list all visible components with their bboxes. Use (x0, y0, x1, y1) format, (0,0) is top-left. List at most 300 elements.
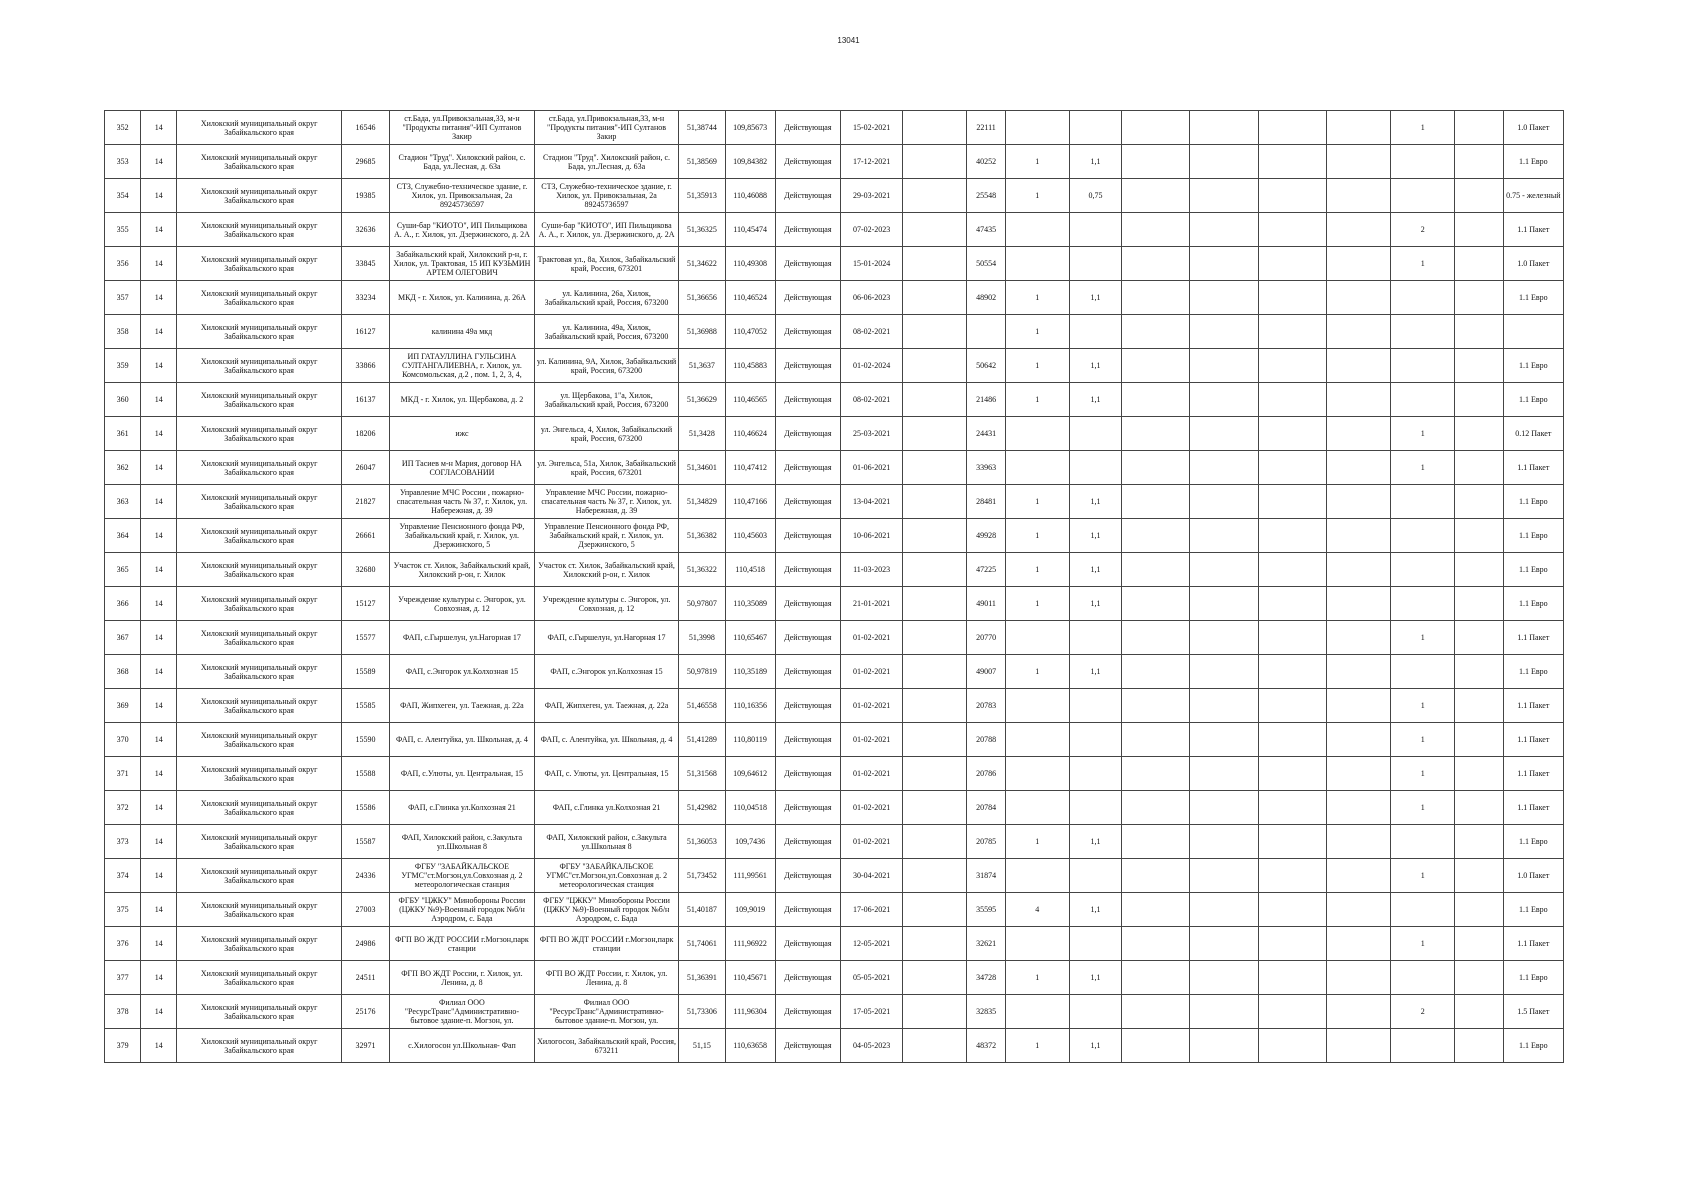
cell-address (534, 893, 679, 927)
cell-text: 15586 (355, 803, 376, 812)
cell-text: Действующая (784, 531, 832, 540)
cell-date (840, 961, 902, 995)
cell-text: Действующая (784, 1007, 832, 1016)
cell-text: 1 (1420, 123, 1425, 132)
cell-text: ФАП, Хилокский район, с.Закульта ул.Школьная 8 (546, 832, 667, 851)
cell-text: 359 (116, 361, 129, 370)
cell-address (534, 689, 679, 723)
cell-text: Действующая (784, 259, 832, 268)
cell-text: 355 (116, 225, 129, 234)
cell-address (534, 825, 679, 859)
cell-longitude (725, 281, 775, 315)
cell-longitude (725, 689, 775, 723)
cell-container-volume (1069, 859, 1121, 893)
cell-text: 47435 (976, 225, 997, 234)
cell-text: Действующая (784, 565, 832, 574)
cell-container-site-id (967, 825, 1005, 859)
cell-date (840, 179, 902, 213)
cell-date (840, 451, 902, 485)
cell-empty-col-6 (1455, 723, 1503, 757)
cell-empty-col-6 (1455, 553, 1503, 587)
cell-text: 1,1 (1090, 531, 1101, 540)
cell-collection-type (1503, 451, 1563, 485)
cell-text: 15577 (355, 633, 376, 642)
cell-container-volume (1069, 995, 1121, 1029)
cell-text: 21827 (355, 497, 376, 506)
cell-text: 369 (116, 701, 129, 710)
cell-empty-col-2 (1122, 825, 1190, 859)
cell-collection-type (1503, 417, 1563, 451)
cell-text: Действующая (784, 361, 832, 370)
cell-empty-col-4 (1258, 383, 1326, 417)
cell-text: 25548 (976, 191, 997, 200)
cell-text: 365 (116, 565, 129, 574)
cell-longitude (725, 145, 775, 179)
cell-region-code (141, 689, 177, 723)
cell-empty-col-4 (1258, 825, 1326, 859)
cell-site-name (390, 587, 535, 621)
cell-collection-type (1503, 485, 1563, 519)
cell-text: 15587 (355, 837, 376, 846)
cell-text: 110,04518 (733, 803, 767, 812)
cell-address (534, 417, 679, 451)
cell-site-id (341, 179, 389, 213)
cell-text: 14 (154, 293, 163, 302)
cell-text: 01-02-2021 (852, 633, 891, 642)
cell-text: 20784 (976, 803, 997, 812)
cell-text: 14 (154, 973, 163, 982)
cell-text: 24986 (355, 939, 376, 948)
cell-text: 24511 (355, 973, 376, 982)
cell-region-code (141, 247, 177, 281)
cell-text: 1.1 Евро (1518, 565, 1548, 574)
cell-text: 01-02-2021 (852, 769, 891, 778)
cell-address (534, 995, 679, 1029)
cell-status (775, 315, 840, 349)
cell-text: Действующая (784, 429, 832, 438)
cell-container-site-id (967, 859, 1005, 893)
cell-container-count (1005, 145, 1069, 179)
cell-region-code (141, 961, 177, 995)
cell-status (775, 349, 840, 383)
cell-text: Хилокский муниципальный округ Забайкальского края (200, 356, 318, 375)
cell-empty-col-6 (1455, 145, 1503, 179)
cell-text: 1,1 (1090, 973, 1101, 982)
cell-address (534, 1029, 679, 1063)
cell-empty-col-2 (1122, 179, 1190, 213)
cell-collection-type (1503, 179, 1563, 213)
cell-empty-col-4 (1258, 995, 1326, 1029)
cell-text: Хилокский муниципальный округ Забайкальского края (200, 1036, 318, 1055)
cell-region-code (141, 485, 177, 519)
cell-container-volume (1069, 689, 1121, 723)
cell-container-count (1005, 519, 1069, 553)
cell-empty-col-4 (1258, 315, 1326, 349)
cell-site-id (341, 893, 389, 927)
cell-empty-col-3 (1190, 553, 1258, 587)
cell-text: Действующая (784, 735, 832, 744)
cell-bag-count (1391, 893, 1455, 927)
cell-container-site-id (967, 111, 1005, 145)
cell-bag-count (1391, 723, 1455, 757)
cell-empty-col-6 (1455, 587, 1503, 621)
cell-container-count (1005, 417, 1069, 451)
cell-text: 1.1 Пакет (1517, 735, 1550, 744)
cell-empty-col-1 (903, 587, 967, 621)
cell-text: 1 (1035, 191, 1040, 200)
cell-row-number (105, 281, 141, 315)
cell-empty-col-2 (1122, 927, 1190, 961)
cell-text: Хилокский муниципальный округ Забайкальского края (200, 254, 318, 273)
cell-container-volume (1069, 179, 1121, 213)
cell-region-code (141, 315, 177, 349)
table-row (105, 859, 1564, 893)
cell-text: 1 (1035, 599, 1040, 608)
cell-municipality (177, 383, 342, 417)
cell-bag-count (1391, 961, 1455, 995)
cell-text: Действующая (784, 769, 832, 778)
cell-text: 01-02-2024 (852, 361, 891, 370)
cell-site-name (390, 757, 535, 791)
cell-empty-col-3 (1190, 825, 1258, 859)
cell-empty-col-4 (1258, 111, 1326, 145)
cell-longitude (725, 383, 775, 417)
cell-text: 51,34829 (686, 497, 717, 506)
cell-container-count (1005, 349, 1069, 383)
cell-municipality (177, 655, 342, 689)
cell-text: 1.1 Евро (1518, 837, 1548, 846)
cell-address (534, 111, 679, 145)
cell-text: 110,4518 (735, 565, 765, 574)
cell-container-volume (1069, 349, 1121, 383)
cell-status (775, 825, 840, 859)
cell-text: Хилокский муниципальный округ Забайкальского края (200, 118, 318, 137)
cell-text: 06-06-2023 (852, 293, 891, 302)
cell-text: 14 (154, 531, 163, 540)
cell-region-code (141, 417, 177, 451)
cell-text: 21486 (976, 395, 997, 404)
cell-site-name (390, 213, 535, 247)
cell-row-number (105, 655, 141, 689)
cell-text: 14 (154, 871, 163, 880)
cell-text: 21-01-2021 (852, 599, 891, 608)
cell-status (775, 519, 840, 553)
cell-text: 1.1 Евро (1518, 1041, 1548, 1050)
cell-site-id (341, 553, 389, 587)
cell-text: Управление Пенсионного фонда РФ, Забайкальский край, г. Хилок, ул. Дзержинского, 5 (399, 522, 525, 549)
cell-site-name (390, 451, 535, 485)
cell-text: ст.Бада, ул.Привокзальная,33, м-н "Продукты питания"-ИП Султанов Закир (547, 114, 666, 141)
cell-text: 14 (154, 361, 163, 370)
cell-row-number (105, 553, 141, 587)
cell-site-id (341, 825, 389, 859)
cell-date (840, 417, 902, 451)
cell-longitude (725, 485, 775, 519)
cell-status (775, 927, 840, 961)
cell-text: 366 (116, 599, 129, 608)
cell-text: Хилокский муниципальный округ Забайкальского края (200, 798, 318, 817)
cell-text: 51,3637 (688, 361, 715, 370)
cell-row-number (105, 213, 141, 247)
cell-bag-count (1391, 485, 1455, 519)
cell-empty-col-4 (1258, 485, 1326, 519)
cell-empty-col-4 (1258, 961, 1326, 995)
cell-collection-type (1503, 111, 1563, 145)
cell-text: 364 (116, 531, 129, 540)
cell-container-site-id (967, 961, 1005, 995)
cell-container-count (1005, 383, 1069, 417)
cell-text: Филиал ООО "РесурсТранс"Административно-бытовое здание-п. Могзон, ул. (404, 998, 520, 1025)
cell-text: ул. Калинина, 26а, Хилок, Забайкальский край, Россия, 673200 (544, 288, 669, 307)
cell-text: ФАП, с.Энгорок ул.Колхозная 15 (405, 667, 519, 676)
cell-text: 1.1 Евро (1518, 905, 1548, 914)
cell-container-count (1005, 893, 1069, 927)
cell-status (775, 213, 840, 247)
cell-text: Хилокский муниципальный округ Забайкальского края (200, 390, 318, 409)
cell-site-name (390, 791, 535, 825)
cell-empty-col-5 (1326, 1029, 1390, 1063)
cell-address (534, 757, 679, 791)
cell-text: 367 (116, 633, 129, 642)
cell-collection-type (1503, 621, 1563, 655)
cell-text: 33845 (355, 259, 376, 268)
cell-empty-col-5 (1326, 961, 1390, 995)
cell-text: 368 (116, 667, 129, 676)
cell-empty-col-6 (1455, 485, 1503, 519)
cell-text: 25176 (355, 1007, 376, 1016)
cell-region-code (141, 111, 177, 145)
cell-text: 51,36629 (686, 395, 717, 404)
cell-latitude (679, 213, 725, 247)
cell-collection-type (1503, 927, 1563, 961)
cell-text: 110,49308 (733, 259, 767, 268)
cell-empty-col-1 (903, 281, 967, 315)
cell-text: 1 (1035, 1041, 1040, 1050)
cell-status (775, 451, 840, 485)
cell-address (534, 655, 679, 689)
cell-bag-count (1391, 757, 1455, 791)
table-row (105, 961, 1564, 995)
cell-text: Хилокский муниципальный округ Забайкальского края (200, 764, 318, 783)
cell-empty-col-3 (1190, 451, 1258, 485)
cell-text: 110,35189 (733, 667, 767, 676)
cell-address (534, 961, 679, 995)
cell-container-count (1005, 655, 1069, 689)
cell-text: 14 (154, 701, 163, 710)
cell-municipality (177, 893, 342, 927)
table-row (105, 553, 1564, 587)
cell-empty-col-3 (1190, 179, 1258, 213)
cell-collection-type (1503, 383, 1563, 417)
cell-container-site-id (967, 893, 1005, 927)
table-row (105, 315, 1564, 349)
cell-text: Забайкальский край, Хилокский р-н, г. Хилок, ул. Трактовая, 15 ИП КУЗЬМИН АРТЕМ ОЛЕГОВИЧ (393, 250, 531, 277)
cell-empty-col-6 (1455, 859, 1503, 893)
cell-container-site-id (967, 179, 1005, 213)
cell-text: 51,36988 (686, 327, 717, 336)
cell-municipality (177, 961, 342, 995)
cell-text: 1 (1035, 361, 1040, 370)
cell-container-count (1005, 1029, 1069, 1063)
cell-text: 1.0 Пакет (1517, 871, 1550, 880)
cell-site-name (390, 145, 535, 179)
table-row (105, 451, 1564, 485)
cell-text: 15588 (355, 769, 376, 778)
cell-text: 32636 (355, 225, 376, 234)
cell-empty-col-2 (1122, 859, 1190, 893)
cell-text: 370 (116, 735, 129, 744)
cell-text: ФГБУ "ЗАБАЙКАЛЬСКОЕ УГМС"ст.Могзон,ул.Совхозная д. 2 метеорологическая станция (401, 862, 523, 889)
cell-empty-col-1 (903, 961, 967, 995)
cell-address (534, 485, 679, 519)
cell-container-site-id (967, 451, 1005, 485)
table-row (105, 723, 1564, 757)
cell-container-site-id (967, 281, 1005, 315)
cell-text: 33866 (355, 361, 376, 370)
cell-latitude (679, 893, 725, 927)
cell-region-code (141, 145, 177, 179)
cell-empty-col-6 (1455, 247, 1503, 281)
cell-empty-col-6 (1455, 281, 1503, 315)
table-row (105, 213, 1564, 247)
cell-text: 14 (154, 599, 163, 608)
cell-text: 49007 (976, 667, 997, 676)
cell-latitude (679, 961, 725, 995)
cell-collection-type (1503, 587, 1563, 621)
cell-text: 14 (154, 191, 163, 200)
cell-empty-col-3 (1190, 961, 1258, 995)
cell-text: ИП ГАТАУЛЛИНА ГУЛЬСИНА СУЛТАНГАЛИЕВНА, г. Хилок, ул. Комсомольская, д.2 , пом. 1, 2, 3, 4, (401, 352, 522, 379)
cell-row-number (105, 179, 141, 213)
cell-container-site-id (967, 349, 1005, 383)
cell-empty-col-2 (1122, 893, 1190, 927)
cell-container-site-id (967, 485, 1005, 519)
cell-text: 362 (116, 463, 129, 472)
cell-empty-col-6 (1455, 179, 1503, 213)
cell-empty-col-4 (1258, 791, 1326, 825)
cell-empty-col-1 (903, 417, 967, 451)
cell-text: 354 (116, 191, 129, 200)
cell-text: 51,36325 (686, 225, 717, 234)
cell-container-count (1005, 247, 1069, 281)
cell-latitude (679, 315, 725, 349)
cell-text: 1 (1035, 395, 1040, 404)
cell-date (840, 587, 902, 621)
cell-latitude (679, 485, 725, 519)
table-row (105, 383, 1564, 417)
cell-text: 17-12-2021 (852, 157, 891, 166)
cell-collection-type (1503, 145, 1563, 179)
cell-latitude (679, 519, 725, 553)
cell-region-code (141, 757, 177, 791)
cell-container-site-id (967, 587, 1005, 621)
cell-text: 01-06-2021 (852, 463, 891, 472)
cell-row-number (105, 451, 141, 485)
cell-empty-col-2 (1122, 145, 1190, 179)
cell-text: 51,3428 (688, 429, 715, 438)
cell-text: 24431 (976, 429, 997, 438)
cell-empty-col-1 (903, 927, 967, 961)
cell-empty-col-3 (1190, 723, 1258, 757)
cell-site-name (390, 315, 535, 349)
cell-date (840, 315, 902, 349)
cell-text: 1.1 Евро (1518, 599, 1548, 608)
cell-text: 48372 (976, 1041, 997, 1050)
cell-region-code (141, 723, 177, 757)
table-row (105, 145, 1564, 179)
cell-region-code (141, 519, 177, 553)
cell-site-name (390, 621, 535, 655)
cell-container-site-id (967, 995, 1005, 1029)
cell-text: Действующая (784, 123, 832, 132)
cell-text: 01-02-2021 (852, 803, 891, 812)
cell-empty-col-3 (1190, 315, 1258, 349)
cell-site-name (390, 247, 535, 281)
cell-text: 1.1 Евро (1518, 497, 1548, 506)
cell-empty-col-1 (903, 451, 967, 485)
cell-text: Хилокский муниципальный округ Забайкальского края (200, 424, 318, 443)
cell-date (840, 1029, 902, 1063)
cell-empty-col-2 (1122, 111, 1190, 145)
cell-latitude (679, 791, 725, 825)
cell-text: 1,1 (1090, 905, 1101, 914)
cell-text: 51,38744 (686, 123, 717, 132)
cell-text: 1 (1420, 633, 1425, 642)
cell-longitude (725, 893, 775, 927)
cell-date (840, 247, 902, 281)
cell-latitude (679, 383, 725, 417)
cell-row-number (105, 1029, 141, 1063)
cell-empty-col-2 (1122, 587, 1190, 621)
table-row (105, 1029, 1564, 1063)
cell-latitude (679, 145, 725, 179)
cell-empty-col-6 (1455, 893, 1503, 927)
cell-empty-col-3 (1190, 111, 1258, 145)
cell-collection-type (1503, 995, 1563, 1029)
table-row (105, 655, 1564, 689)
cell-empty-col-3 (1190, 417, 1258, 451)
cell-text: Действующая (784, 599, 832, 608)
cell-text: 14 (154, 633, 163, 642)
cell-row-number (105, 825, 141, 859)
cell-text: Хилокский муниципальный округ Забайкальского края (200, 220, 318, 239)
cell-latitude (679, 587, 725, 621)
cell-text: 110,63658 (733, 1041, 767, 1050)
cell-bag-count (1391, 145, 1455, 179)
cell-text: 1.1 Пакет (1517, 633, 1550, 642)
cell-text: Хилокский муниципальный округ Забайкальского края (200, 968, 318, 987)
cell-empty-col-3 (1190, 1029, 1258, 1063)
cell-date (840, 825, 902, 859)
cell-text: 14 (154, 803, 163, 812)
cell-address (534, 519, 679, 553)
cell-address (534, 281, 679, 315)
cell-text: Участок ст. Хилок, Забайкальский край, Хилокский р-он, г. Хилок (538, 560, 675, 579)
cell-bag-count (1391, 791, 1455, 825)
cell-text: 373 (116, 837, 129, 846)
cell-empty-col-3 (1190, 145, 1258, 179)
cell-text: ул. Калинина, 9А, Хилок, Забайкальский край, Россия, 673200 (536, 356, 677, 375)
cell-text: 1 (1420, 769, 1425, 778)
cell-text: 30-04-2021 (852, 871, 891, 880)
cell-text: 51,36053 (686, 837, 717, 846)
cell-region-code (141, 349, 177, 383)
cell-status (775, 281, 840, 315)
cell-site-id (341, 451, 389, 485)
cell-text: 1,1 (1090, 293, 1101, 302)
cell-text: ст.Бада, ул.Привокзальная,33, м-н "Продукты питания"-ИП Султанов Закир (402, 114, 522, 141)
cell-address (534, 927, 679, 961)
